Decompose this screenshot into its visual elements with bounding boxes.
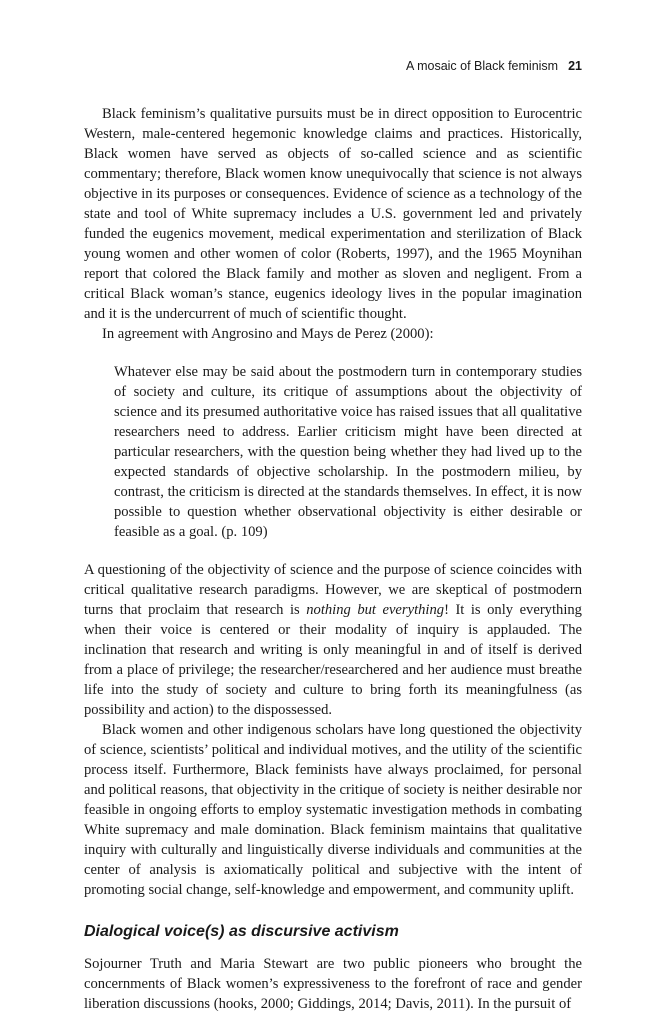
paragraph-4: Black women and other indigenous scholars have long questioned the objectivity of science, scientists’ political and individual motives, and the utility of the scientific process itself. Furthermore, Black feminists have always proclaimed, for personal and political reasons, that objectivity in the critique of society is neither desirable nor feasible in ongoing efforts to employ systematic investigation methods in combating White supremacy and male domination. Black feminism maintains that qualitative inquiry with culturally and linguistically diverse individuals and communities at the center of analysis is axiomatically political and subjective with the intent of promoting social change, self-knowledge and empowerment, and community uplift. [84,722,582,898]
body-text [84,104,582,1014]
running-header [406,59,582,73]
paragraph-1: Black feminism’s qualitative pursuits must be in direct opposition to Eurocentric Western, male-centered hegemonic knowledge claims and practices. Historically, Black women have served as objects of so-called science and as scientific commentary; therefore, Black women know unequivocally that science is not always objective in its purposes or consequences. Evidence of science as a technology of the state and tool of White supremacy includes a U.S. government led and privately funded the eugenics movement, medical experimentation and sterilization of Black young women and other women of color (Roberts, 1997), and the 1965 Moynihan report that colored the Black family and mother as sloven and negligent. From a critical Black woman’s stance, eugenics ideology lives in the popular imagination and it is the undercurrent of much of scientific thought. [84,106,582,322]
paragraph-2: In agreement with Angrosino and Mays de Perez (2000): [102,326,434,342]
block-quote: Whatever else may be said about the postmodern turn in contemporary studies of society and culture, its critique of assumptions about the objectivity of science and its presumed authoritative voice has raised issues that all qualitative researchers need to address. Earlier criticism might have been directed at particular researchers, with the question being whether they had lived up to the expected standards of objective scholarship. In the postmodern milieu, by contrast, the criticism is directed at the standards themselves. In effect, it is now possible to question whether observational objectivity is either desirable or feasible as a goal. (p. 109) [114,364,582,540]
paragraph-3 [84,560,582,720]
page-number: 21 [568,59,582,73]
paragraph-3-start: A questioning of the objectivity of science and the purpose of science coincides with critical qualitative research paradigms. However, we are skeptical of postmodern turns that proclaim that research is [84,562,582,618]
paragraph-5: Sojourner Truth and Maria Stewart are two public pioneers who brought the concernments of Black women’s expressiveness to the forefront of race and gender liberation discussions (hooks, 2000; Giddings, 2014; Davis, 2011). In the pursuit of [84,956,582,1012]
paragraph-3-end: ! It is only everything when their voice is centered or their modality of inquiry is applauded. The inclination that research and writing is only meaningful in and of itself is derived from a place of privilege; the researcher/researchered and her audience must breathe life into the study of society and culture to bring forth its meaningfulness (as possibility and action) to the dispossessed. [84,602,582,718]
running-title: A mosaic of Black feminism [405,59,559,73]
section-heading: Dialogical voice(s) as discursive activism [84,923,399,940]
paragraph-3-emphasis: nothing but everything [306,602,445,618]
